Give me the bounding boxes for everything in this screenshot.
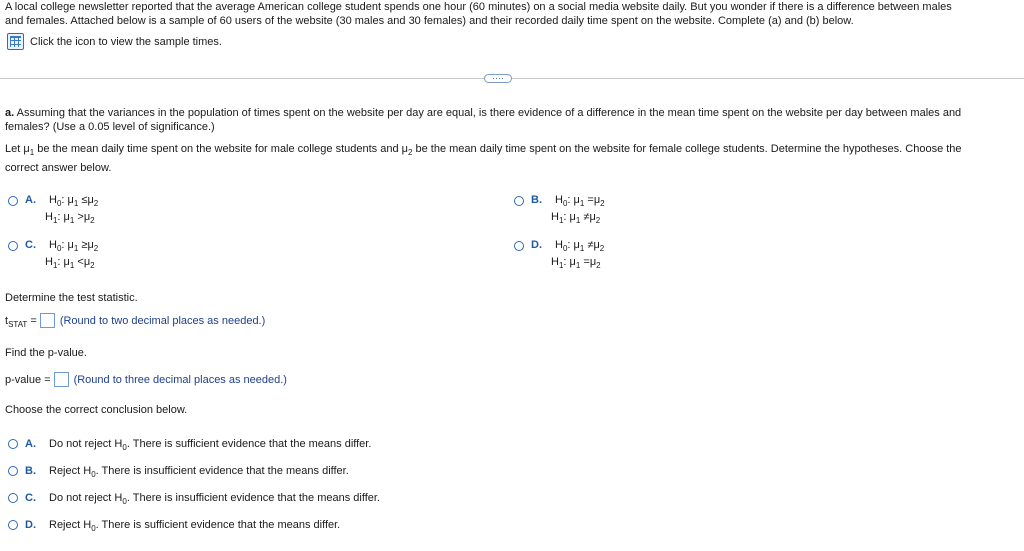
radio-c[interactable] <box>8 241 18 251</box>
let-line-2: correct answer below. <box>5 162 112 174</box>
part-a-question <box>5 106 1020 134</box>
tstat-label: $t_{STAT}$ = <box>5 314 37 329</box>
conclusion-radio-c[interactable] <box>8 493 18 503</box>
conclusion-option-b[interactable] <box>8 465 349 477</box>
hyp-option-b[interactable] <box>514 192 605 226</box>
let-mu2: be the mean daily time spent on the website for male college students and μ <box>34 143 408 155</box>
hyp-d-h0: $H_0$: $\mu_1 \ne\mu_2$ <box>555 239 605 253</box>
hyp-option-c[interactable] <box>8 237 98 271</box>
conclusion-radio-d[interactable] <box>8 520 18 530</box>
p-value-label: p-value = <box>5 373 51 386</box>
radio-d[interactable] <box>514 241 524 251</box>
conclusion-d-text: Reject $H_0$. There is sufficient evidence that the means differ. <box>49 519 341 533</box>
conclusion-c-letter: C. <box>25 492 36 504</box>
p-value-row <box>5 372 287 387</box>
hyp-b-h0: $H_0$: $\mu_1 =\mu_2$ <box>555 194 605 208</box>
data-link-label[interactable]: Click the icon to view the sample times. <box>30 35 222 48</box>
radio-b[interactable] <box>514 196 524 206</box>
hyp-c-h0: $H_0$: $\mu_1 \ge\mu_2$ <box>49 239 99 253</box>
intro-text <box>5 0 952 28</box>
p-value-input[interactable] <box>54 372 69 387</box>
conclusion-option-a[interactable] <box>8 438 371 450</box>
data-link[interactable] <box>7 33 222 50</box>
hyp-option-a[interactable] <box>8 192 98 226</box>
conclusion-option-c[interactable] <box>8 492 380 504</box>
conclusion-a-letter: A. <box>25 438 36 450</box>
mu1-sub: 1 <box>29 148 35 157</box>
hyp-b-letter: B. <box>531 194 542 206</box>
part-a-label: a. <box>5 107 15 119</box>
conclusion-b-letter: B. <box>25 465 36 477</box>
conclusion-radio-a[interactable] <box>8 439 18 449</box>
conclusion-prompt: Choose the correct conclusion below. <box>5 404 188 416</box>
hyp-d-letter: D. <box>531 239 542 251</box>
test-stat-prompt: Determine the test statistic. <box>5 292 138 304</box>
hyp-option-d[interactable] <box>514 237 604 271</box>
let-mu1: Let μ <box>5 143 30 155</box>
part-a-line-1: Assuming that the variances in the population of times spent on the website per day are equal, is there evidence of a difference in the mean time spent on the website per day between males and <box>14 107 962 119</box>
let-rest: be the mean daily time spent on the website for female college students. Determine the hypotheses. Choose the <box>412 143 962 155</box>
hyp-c-h1: $H_1$: $\mu_1 <\mu_2$ <box>45 256 95 270</box>
intro-line-1: A local college newsletter reported that the average American college student spends one hour (60 minutes) on a social media website daily. But you wonder if there is a difference between males <box>5 1 952 13</box>
hyp-a-h1: $H_1$: $\mu_1 >\mu_2$ <box>45 211 95 225</box>
tstat-hint: (Round to two decimal places as needed.) <box>59 314 266 327</box>
test-stat-row <box>5 313 265 328</box>
p-value-hint: (Round to three decimal places as needed.) <box>73 373 287 386</box>
hyp-a-letter: A. <box>25 194 36 206</box>
hyp-d-h1: $H_1$: $\mu_1 =\mu_2$ <box>551 256 601 270</box>
more-button[interactable]: ···· <box>484 74 512 83</box>
intro-line-2: and females. Attached below is a sample of 60 users of the website (30 males and 30 females) and their recorded daily time spent on the website. Complete (a) and (b) below. <box>5 15 854 27</box>
part-a-line-2: females? (Use a 0.05 level of significance.) <box>5 121 215 133</box>
radio-a[interactable] <box>8 196 18 206</box>
hyp-c-letter: C. <box>25 239 36 251</box>
tstat-input[interactable] <box>40 313 55 328</box>
conclusion-radio-b[interactable] <box>8 466 18 476</box>
hyp-a-h0: $H_0$: $\mu_1 \le\mu_2$ <box>49 194 99 208</box>
conclusion-a-text: Do not reject $H_0$. There is sufficient evidence that the means differ. <box>49 438 372 452</box>
mu2-sub: 2 <box>407 148 413 157</box>
section-divider <box>0 78 1024 79</box>
hyp-b-h1: $H_1$: $\mu_1 \ne\mu_2$ <box>551 211 601 225</box>
p-value-prompt: Find the p-value. <box>5 347 87 359</box>
let-statement <box>5 140 1020 178</box>
conclusion-b-text: Reject $H_0$. There is insufficient evidence that the means differ. <box>49 465 349 479</box>
table-icon[interactable] <box>7 33 24 50</box>
conclusion-c-text: Do not reject $H_0$. There is insufficient evidence that the means differ. <box>49 492 380 506</box>
conclusion-d-letter: D. <box>25 519 36 531</box>
conclusion-option-d[interactable] <box>8 519 340 531</box>
